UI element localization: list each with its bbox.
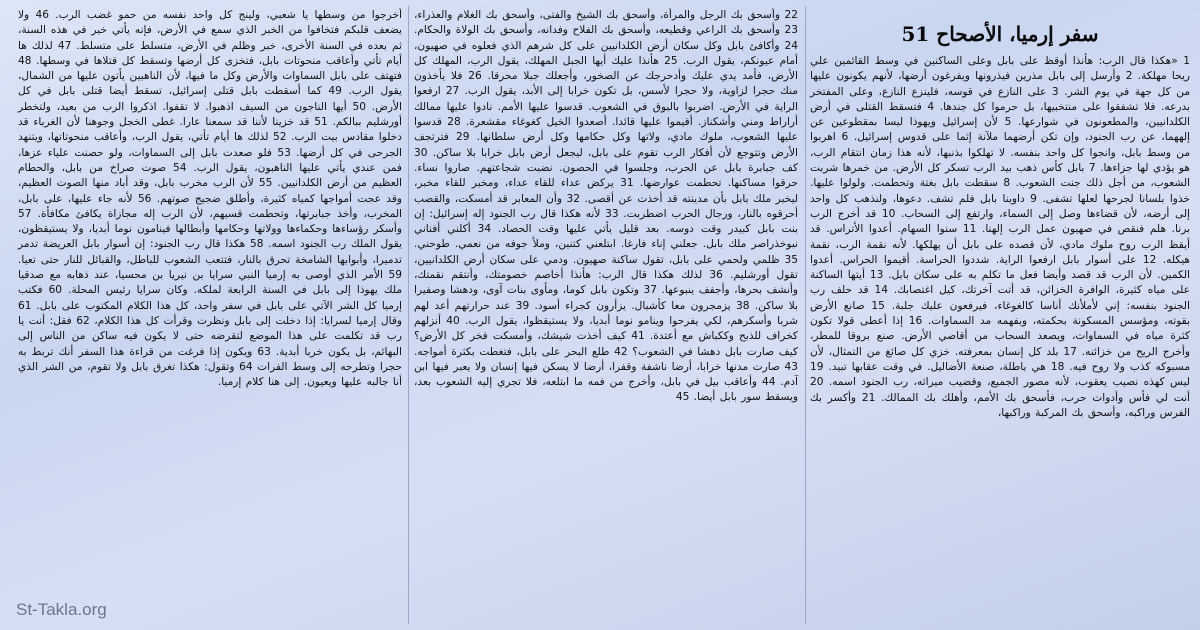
chapter-title: سفر إرميا، الأصحاح 51: [901, 22, 1099, 46]
column-right: [806, 16, 1194, 622]
verses-column-middle: 22 وأسحق بك الرجل والمرأة، وأسحق بك الشيخ والفتى، وأسحق بك الغلام والعذراء، 23 وأسحق بك الراعي وقطيعه، وأسحق بك الفلاح وفدانه، وأسحق بك الولاة والحكام. 24 وأكافئ بابل وكل سكان أرض الكلدانيين على كل شرهم الذي فعلوه في صهيون، أمام عيونكم، يقول الرب. 25 هأنذا عليك أيها الجبل المهلك، يقول الرب، المهلك كل الأرض، فأمد يدي عليك وأدحرجك عن الصخور، وأجعلك جبلا محرقا. 26 فلا يأخذون منك حجرا لزاوية، ولا حجرا لأسس، بل تكون خرابا إلى الأبد، يقول الرب. 27 ارفعوا الراية في الأرض. اضربوا بالبوق في الشعوب. قدسوا عليها الأمم. نادوا عليها ممالك أراراط ومني وأشكناز. أقيموا عليها قائدا. أصعدوا الخيل كغوغاء مقشعرة. 28 قدسوا عليها الشعوب، ملوك مادي، ولاتها وكل حكامها وكل أرض سلطانها. 29 فترتجف الأرض وتتوجع لأن أفكار الرب تقوم على بابل، ليجعل أرض بابل خرابا بلا ساكن. 30 كف جبابرة بابل عن الحرب، وجلسوا في الحصون. نضبت شجاعتهم. صاروا نساء. حرقوا مساكنها. تحطمت عوارضها. 31 يركض عداء للقاء عداء، ومخبر للقاء مخبر، ليخبر ملك بابل بأن مدينته قد أخذت عن أقصى. 32 وأن المعابر قد أمسكت، والقصب أحرقوه بالنار، ورجال الحرب اضطربت. 33 لأنه هكذا قال رب الجنود إله إسرائيل: إن بنت بابل كبيدر وقت دوسه. بعد قليل يأتي عليها وقت الحصاد. 34 أكلني أفناني نبوخذراصر ملك بابل. جعلني إناء فارغا. ابتلعني كتنين، وملأ جوفه من نعمي. طوحني. 35 ظلمي ولحمي على بابل، تقول ساكنة صهيون. ودمي على سكان أرض الكلدانيين، تقول أورشليم. 36 لذلك هكذا قال الرب: هأنذا أخاصم خصومتك، وأنتقم نقمتك، وأنشف بحرها، وأجفف ينبوعها. 37 وتكون بابل كوما، ومأوى بنات آوى، ودهشا وصفيرا بلا ساكن. 38 يزمجرون معا كأشبال. يزأرون كجراء أسود. 39 عند حرارتهم أعد لهم شربا وأسكرهم، لكي يفرحوا وينامو نوما أبديا، ولا يستيقظوا، يقول الرب. 40 أنزلهم كخراف للذبح وككباش مع أعتدة. 41 كيف أخذت شيشك، وأمسكت فخر كل الأرض؟ كيف صارت بابل دهشا في الشعوب؟ 42 طلع البحر على بابل، فتغطت بكثرة أمواجه. 43 صارت مدنها خرابا، أرضا ناشفة وقفرا، أرضا لا يسكن فيها إنسان ولا يعبر فيها ابن آدم. 44 وأعاقب بيل في بابل، وأخرج من فمه ما ابتلعه، فلا تجري إليه الشعوب بعد، ويسقط سور بابل أيضا. 45: [414, 9, 799, 404]
column-middle: [410, 8, 802, 622]
watermark: St-Takla.org: [16, 600, 107, 619]
column-divider: [408, 6, 409, 624]
column-divider: [805, 6, 806, 624]
verses-column-right: 1 «هكذا قال الرب: هأنذا أوقظ على بابل وعلى الساكنين في وسط القائمين علي ريحا مهلكة. 2 وأرسل إلى بابل مذرين فيذرونها ويفرغون أرضها، لأنهم يكونون عليها من كل جهة في يوم الشر. 3 على النازع في قوسه، فلينزع النازع، وعلى المفتخر بدرعه. فلا تشفقوا على منتخبيها، بل حرموا كل جندها. 4 فتسقط القتلى في أرض الكلدانيين، والمطعونون في شوارعها. 5 لأن إسرائيل ويهوذا ليسا بمقطوعين عن إلههما، عن رب الجنود، وإن تكن أرضهما ملآنة إثما على قدوس إسرائيل. 6 اهربوا من وسط بابل، وانجوا كل واحد بنفسه. لا تهلكوا بذنبها، لأنه هذا زمان انتقام الرب، هو يؤدي لها جزاءها. 7 بابل كأس ذهب بيد الرب تسكر كل الأرض. من خمرها شربت الشعوب، من أجل ذلك جنت الشعوب. 8 سقطت بابل بغتة وتحطمت. ولولوا عليها. خذوا بلسانا لجرحها لعلها تشفى. 9 داوينا بابل فلم تشف. دعوها، ولنذهب كل واحد إلى أرضه، لأن قضاءها وصل إلى السماء، وارتفع إلى السحاب. 10 قد أخرج الرب برنا. هلم فنقص في صهيون عمل الرب إلهنا. 11 سنوا السهام. أعدوا الأتراس. قد أيقظ الرب روح ملوك مادي، لأن قصده على بابل أن يهلكها. لأنه نقمة الرب، نقمة هيكله. 12 على أسوار بابل ارفعوا الراية. شددوا الحراسة. أقيموا الحراس. أعدوا الكمين. لأن الرب قد قصد وأيضا فعل ما تكلم به على سكان بابل. 13 أيتها الساكنة على مياه كثيرة، الوافرة الخزائن، قد أتت آخرتك، كيل اغتصابك. 14 قد حلف رب الجنود بنفسه: إني لأملأنك أناسا كالغوغاء، فيرفعون عليك جلبة. 15 صانع الأرض بقوته، ومؤسس المسكونة بحكمته، وبفهمه مد السماوات. 16 إذا أعطى قولا تكون كثرة مياه في السماوات، ويصعد السحاب من أقاصي الأرض. صنع بروقا للمطر، وأخرج الريح من خزائنه. 17 بلد كل إنسان بمعرفته. خزي كل صائغ من التمثال، لأن مسبوكه كذب ولا روح فيه. 18 هي باطلة، صنعة الأضاليل. في وقت عقابها تبيد. 19 ليس كهذه نصيب يعقوب، لأنه مصور الجميع، وقضيب ميراثه، رب الجنود اسمه. 20 أنت لي فأس وأدوات حرب، فأسحق بك الأمم، وأهلك بك الممالك. 21 وأكسر بك الفرس وراكبه، وأسحق بك المركبة وراكبها،: [810, 55, 1191, 419]
verses-column-left: أخرجوا من وسطها يا شعبي، ولينج كل واحد نفسه من حمو غضب الرب. 46 ولا يضعف قلبكم فتخافوا من الخبر الذي سمع في الأرض، فإنه يأتي خبر في هذه السنة، ثم بعده في السنة الأخرى، خبر وظلم في الأرض، متسلط على متسلط. 47 لذلك ها أيام تأتي وأعاقب منحوتات بابل، فتخزى كل أرضها وتسقط كل قتلاها في وسطها. 48 فتهتف على بابل السماوات والأرض وكل ما فيها، لأن الناهبين يأتون عليها من الشمال، يقول الرب. 49 كما أسقطت بابل قتلى إسرائيل، تسقط أيضا قتلى بابل في كل الأرض. 50 أيها الناجون من السيف اذهبوا. لا تقفوا. اذكروا الرب من بعيد، ولتخطر أورشليم ببالكم. 51 قد خزينا لأننا قد سمعنا عارا. غطى الخجل وجوهنا لأن الغرباء قد دخلوا مقادس بيت الرب. 52 لذلك ها أيام تأتي، يقول الرب، وأعاقب منحوتاتها، ويتنهد الجرحى في كل أرضها. 53 فلو صعدت بابل إلى السماوات، ولو حصنت علياء عزها، فمن عندي يأتي عليها الناهبون، يقول الرب. 54 صوت صراخ من بابل، والحطام العظيم من أرض الكلدانيين. 55 لأن الرب مخرب بابل، وقد أباد منها الصوت العظيم، وقد عجت أمواجها كمياه كثيرة، وأطلق ضجيج صوتهم. 56 لأنه جاء عليها، على بابل، المخرب، وأخذ جبابرتها، وتحطمت قسيهم، لأن الرب إله مجازاة يكافئ مكافأة. 57 وأسكر رؤساءها وحكماءها وولاتها وحكامها وأبطالها فينامون نوما أبديا، ولا يستيقظون، يقول الملك رب الجنود اسمه. 58 هكذا قال رب الجنود: إن أسوار بابل العريضة تدمر تدميرا، وأبوابها الشامخة تحرق بالنار، فتتعب الشعوب للباطل، والقبائل للنار حتى تعيا. 59 الأمر الذي أوصى به إرميا النبي سرايا بن نيريا بن محسيا، عند ذهابه مع صدقيا ملك يهوذا إلى بابل في السنة الرابعة لملكه. وكان سرايا رئيس المحلة. 60 فكتب إرميا كل الشر الآتي على بابل في سفر واحد، كل هذا الكلام المكتوب على بابل. 61 وقال إرميا لسرايا: إذا دخلت إلى بابل ونظرت وقرأت كل هذا الكلام، 62 فقل: أنت يا رب قد تكلمت على هذا الموضع لتقرضه حتى لا يكون فيه ساكن من الناس إلى البهائم، بل يكون خربا أبدية. 63 ويكون إذا فرغت من قراءة هذا السفر أنك تربط به حجرا وتطرحه إلى وسط الفرات 64 وتقول: هكذا تغرق بابل ولا تقوم، من الشر الذي أنا جالبه عليها ويعيون. إلى هنا كلام إرميا.: [18, 9, 403, 389]
column-left: [14, 8, 406, 622]
